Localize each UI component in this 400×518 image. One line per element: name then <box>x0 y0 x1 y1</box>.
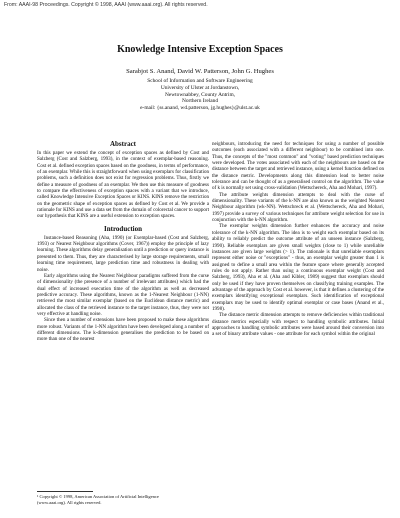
copyright-header: From: AAAI-98 Proceedings. Copyright © 1998, AAAI (www.aaai.org). All rights reserved. <box>4 2 208 8</box>
right-column <box>212 141 384 338</box>
affiliation-line: Newtownabbey, County Antrim, <box>164 91 236 98</box>
body-paragraph: neighbours, introducing the need for techniques for using a number of possible outcomes (each associated with a different neighbour) to be combined into one. Thus, the concepts of the "most common" and "voting" based prediction techniques were developed. The votes associated with each of the neighbours are based on the distance between the target and retrieved instance, using a kernel function defined on the distance metric. Developments along this dimension lead to better noise tolerance and can be thought of as a generalised control on the algorithm. The value of k is normally set using cross-validation (Wettschereck, Aha and Mohari, 1997). <box>212 141 384 192</box>
paper-title: Knowledge Intensive Exception Spaces <box>117 44 283 55</box>
abstract-heading: Abstract <box>109 140 137 148</box>
affiliation-line: School of Information and Software Engineering <box>147 78 253 84</box>
affiliation-line: Northern Ireland <box>181 98 219 105</box>
footnote-line: ¹ Copyright © 1998, American Association of Artificial Intelligence <box>37 494 159 499</box>
affiliation-line: University of Ulster at Jordanstown, <box>160 84 240 91</box>
affiliation-block <box>0 78 400 112</box>
author-list: Sarabjot S. Anand, David W. Patterson, John G. Hughes <box>126 68 274 75</box>
body-paragraph: The distance metric dimension attempts to remove deficiencies within traditional distance metrics especially with respect to handling symbolic attributes. Initial approaches to handling symbolic attributes were based around their conversion into a set of binary attribute values - one attribute for each symbol within the original <box>212 312 384 338</box>
intro-paragraph: Since then a number of extensions have been proposed to make these algorithms more robust. Variants of the 1-NN algorithm have been developed along a number of different dimensions. The k-dimension generalises the prediction to be based on more than one of the nearest <box>37 317 209 343</box>
abstract-text: In this paper we extend the concept of exception spaces as defined by Cost and Salzberg (Cost and Salzberg, 1993), in the context of exemplar-based reasoning. Cost et al. defined exception spaces based on the goodness, in terms of performance, of an exemplar. While this is straightforward when using exemplars for classification problems, such a definition does not exist for regression problems. Thus, firstly we define a measure of goodness of an exemplar. We then use this measure of goodness to compare the effectiveness of exception spaces with a variant that we introduce, called Knowledge Intensive Exception Spaces or KINS. KINS remove the restriction on the geometric shape of exception spaces as defined by Cost et al. We provide a rationale for KINS and use a data set from the domain of colorectal cancer to support our hypothesis that KINS are a useful extension to exception spaces. <box>37 150 209 220</box>
footnote <box>37 494 209 505</box>
body-paragraph: The exemplar weights dimension further enhances the accuracy and noise tolerance of the k-NN algorithm. The idea is to weight each exemplar based on its ability to reliably predict the outcome attribute of an unseen instance (Salzberg, 1990). Reliable exemplars are given small weights (close to 1) while unreliable instances are given large weights (> 1). The rationale is that unreliable exemplars represent either noise or "exceptions" - thus, an exemplar weight greater than 1 is assigned to define a small area within the feature space where generally accepted rules do not apply. Rather than using a continuous exemplar weight (Cost and Salzberg, 1993), Aha et al. (Aha and Kibler, 1989) suggest that exemplars should only be used if they have proven themselves on classifying training examples. The advantage of the approach by Cost et al. however, is that it defines a clustering of the exemplars identifying exceptional exemplars. Such identification of exceptional exemplars may be used to identify optimal exemplar or case bases (Anand et al., 1998). <box>212 223 384 312</box>
introduction-heading: Introduction <box>104 224 142 233</box>
intro-paragraph: Instance-based Reasoning (Aha, 1990) (or Exemplar-based (Cost and Salzberg, 1993) or Nearest Neighbour algorithms (Cover, 1967)) employ the principle of lazy learning. These algorithms delay generalisation until a prediction or query instance is presented to them. Thus, they are characterised by large storage requirements, small learning time requirement, large prediction time and robustness in dealing with noise. <box>37 234 210 273</box>
intro-paragraph: Early algorithms using the Nearest Neighbour paradigms suffered from the curse of dimensionality (the presence of a number of irrelevant attributes) which had the dual effect of increased execution time of the algorithm as well as decreased predictive accuracy. These algorithms, known as the 1-Nearest Neighbour (1-NN) retrieved the most similar exemplar (based on the Euclidean distance metric) and allocated the class of the retrieved instance to the target instance, thus, they were not very effective at handling noise. <box>37 272 209 317</box>
footnote-divider <box>37 491 93 492</box>
body-paragraph: The attribute weights dimension attempts to deal with the curse of dimensionality. These variants of the k-NN are also known as the weighted Nearest Neighbour algorithm (wk-NN). Wettschreck et al. (Wettschereck, Aha and Mohari, 1997) provide a survey of various techniques for attribute weight selection for use in conjunction with the k-NN algorithm. <box>212 191 384 224</box>
footnote-line: (www.aaai.org). All rights reserved. <box>37 499 102 505</box>
email-line: e-mail: {ss.anand, wd.patterson, jg.hughes}@ulst.ac.uk <box>140 105 260 112</box>
left-column <box>37 140 209 343</box>
